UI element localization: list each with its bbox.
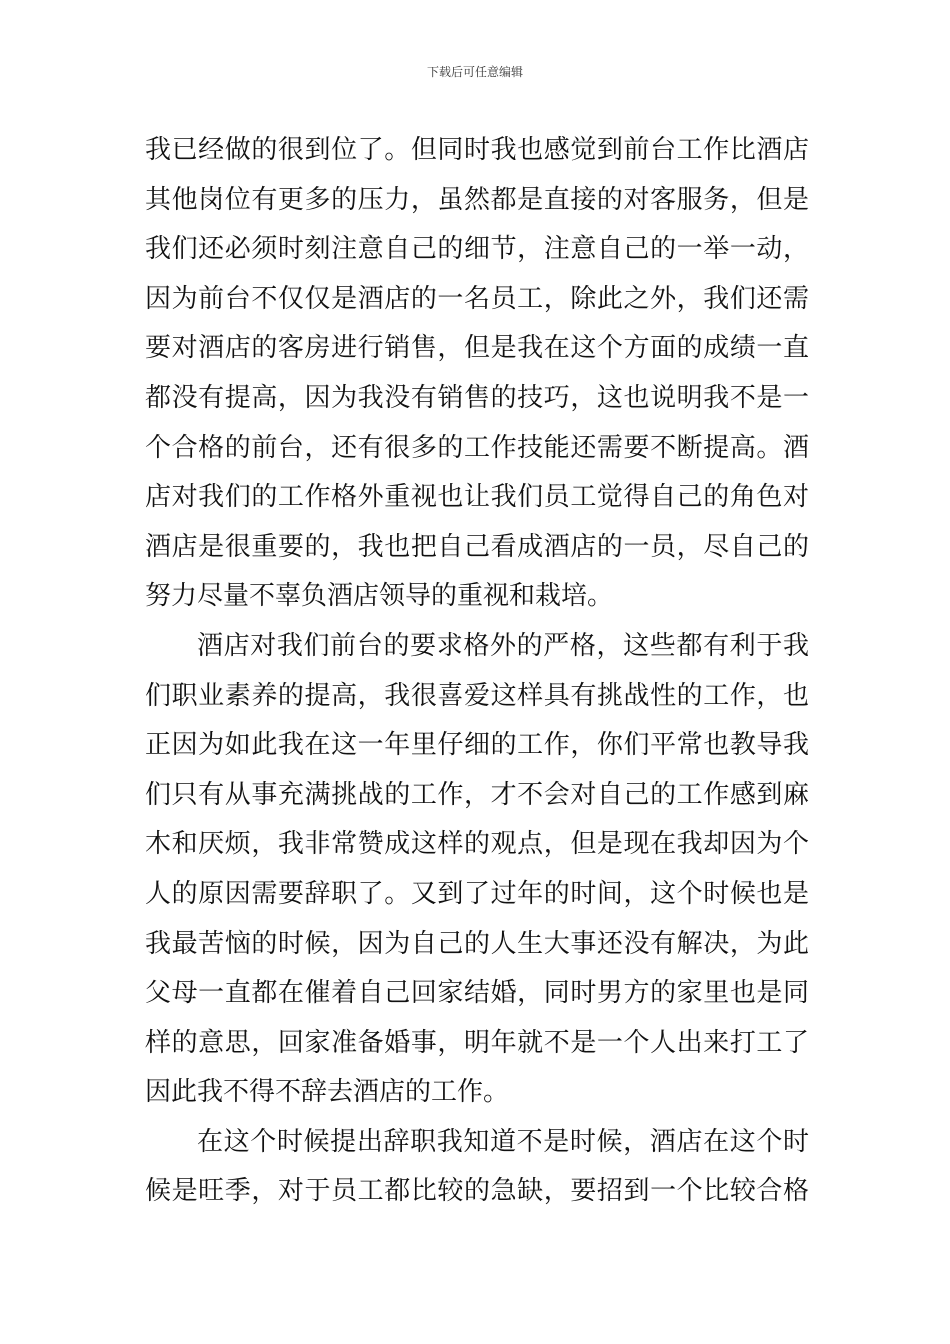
- text-line: 个合格的前台，还有很多的工作技能还需要不断提高。酒: [145, 432, 809, 463]
- text-line: 候是旺季，对于员工都比较的急缺，要招到一个比较合格: [145, 1176, 809, 1207]
- text-line: 们职业素养的提高，我很喜爱这样具有挑战性的工作，也: [145, 680, 809, 711]
- text-line: 我已经做的很到位了。但同时我也感觉到前台工作比酒店: [145, 135, 809, 165]
- paragraph-end-line: 因此我不得不辞去酒店的工作。: [145, 1077, 510, 1108]
- text-line: 要对酒店的客房进行销售，但是我在这个方面的成绩一直: [145, 333, 809, 364]
- text-line: 正因为如此我在这一年里仔细的工作，你们平常也教导我: [145, 730, 809, 761]
- text-line: 店对我们的工作格外重视也让我们员工觉得自己的角色对: [145, 482, 809, 513]
- document-body: [145, 126, 809, 1217]
- text-line: 父母一直都在催着自己回家结婚，同时男方的家里也是同: [145, 978, 809, 1009]
- text-line: 其他岗位有更多的压力，虽然都是直接的对客服务，但是: [145, 184, 809, 215]
- text-line: 木和厌烦，我非常赞成这样的观点，但是现在我却因为个: [145, 829, 809, 860]
- paragraph-end-line: 努力尽量不辜负酒店领导的重视和栽培。: [145, 581, 614, 612]
- text-line: 都没有提高，因为我没有销售的技巧，这也说明我不是一: [145, 382, 809, 413]
- text-line: 们只有从事充满挑战的工作，才不会对自己的工作感到麻: [145, 779, 809, 810]
- text-line: 我们还必须时刻注意自己的细节，注意自己的一举一动，: [145, 234, 809, 265]
- page-header: 下载后可任意编辑: [426, 65, 523, 79]
- text-line: 人的原因需要辞职了。又到了过年的时间，这个时候也是: [145, 878, 809, 909]
- text-line: 酒店是很重要的，我也把自己看成酒店的一员，尽自己的: [145, 531, 809, 562]
- text-line: 我最苦恼的时候，因为自己的人生大事还没有解决，为此: [145, 928, 809, 959]
- paragraph-start-line: 酒店对我们前台的要求格外的严格，这些都有利于我: [197, 630, 809, 661]
- text-line: 样的意思，回家准备婚事，明年就不是一个人出来打工了: [145, 1027, 809, 1058]
- text-line: 因为前台不仅仅是酒店的一名员工，除此之外，我们还需: [145, 283, 809, 314]
- paragraph-start-line: 在这个时候提出辞职我知道不是时候，酒店在这个时: [197, 1126, 809, 1157]
